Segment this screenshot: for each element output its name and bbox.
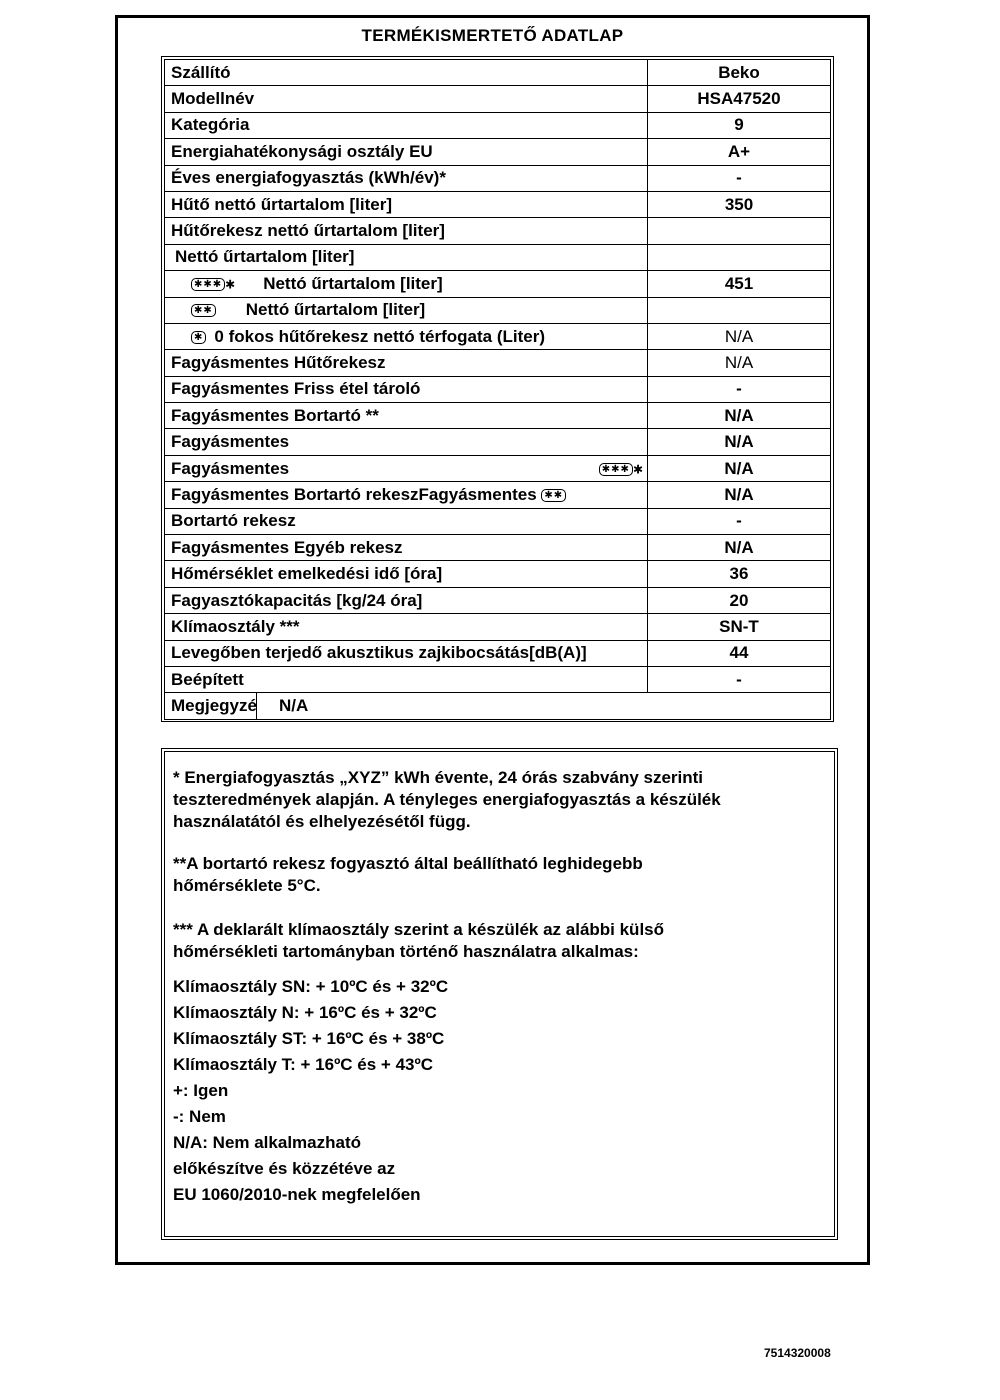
row-label: Éves energiafogyasztás (kWh/év)* [165,165,648,191]
row-label: Fagyásmentes [171,458,290,478]
table-row [165,323,831,349]
three-star-freezer-icon: ✱✱✱ [191,278,225,291]
row-label: Fagyásmentes Friss étel tároló [165,376,648,402]
row-label: Beépített [165,666,648,692]
table-row [165,244,831,270]
row-value: - [648,508,831,534]
row-label: Bortartó rekesz [165,508,648,534]
row-value [648,218,831,244]
row-value: N/A [648,350,831,376]
table-row [165,271,831,297]
legend-item: előkészítve és közzétéve az [173,1159,396,1178]
legend-item: -: Nem [173,1107,226,1126]
row-value: 350 [648,191,831,217]
row-value: HSA47520 [648,86,831,112]
climate-class-item: Klímaosztály SN: + 10ºC és + 32ºC [173,977,449,996]
table-row [165,350,831,376]
footnote-energy-line: teszteredmények alapján. A tényleges energiafogyasztás a készülék [173,790,721,809]
row-label: Hűtőrekesz nettó űrtartalom [liter] [165,218,648,244]
note-value: N/A [279,696,309,716]
table-row [165,376,831,402]
row-label: Levegőben terjedő akusztikus zajkibocsátás[dB(A)] [165,640,648,666]
row-label: Fagyásmentes Hűtőrekesz [165,350,648,376]
table-row [165,640,831,666]
footnotes-box [161,748,838,1240]
row-value: Beko [648,60,831,86]
row-value [648,297,831,323]
note-label: Megjegyzé [171,696,257,716]
one-star-compartment-icon: ✱ [191,331,206,344]
table-row [165,60,831,86]
table-row [165,429,831,455]
table-row [165,535,831,561]
table-row [165,587,831,613]
row-label: Klímaosztály *** [165,614,648,640]
row-value: A+ [648,139,831,165]
row-value: N/A [648,403,831,429]
table-row [165,86,831,112]
legend-item: +: Igen [173,1081,229,1100]
row-value: N/A [648,482,831,508]
row-label: Modellnév [165,86,648,112]
row-value [648,244,831,270]
row-value: N/A [648,323,831,349]
row-label: Kategória [165,112,648,138]
table-row [165,112,831,138]
row-value: - [648,666,831,692]
row-label: Hőmérséklet emelkedési idő [óra] [165,561,648,587]
row-value: - [648,376,831,402]
footnote-climate-line: *** A deklarált klímaosztály szerint a készülék az alábbi külső [173,920,665,939]
row-label-cell [165,271,648,297]
climate-class-item: Klímaosztály N: + 16ºC és + 32ºC [173,1003,437,1022]
row-label-cell [165,297,648,323]
table-row [165,403,831,429]
row-value: N/A [648,535,831,561]
table-row [165,191,831,217]
legend-item: EU 1060/2010-nek megfelelően [173,1185,421,1204]
table-row [165,139,831,165]
row-label: Fagyásmentes Egyéb rekesz [165,535,648,561]
table-row [165,561,831,587]
three-star-freezer-icon: ✱✱✱ [599,463,633,476]
footnote-climate-line: hőmérsékleti tartományban történő használatra alkalmas: [173,942,639,961]
spec-table-wrapper [161,56,834,722]
row-value: 20 [648,587,831,613]
table-row [165,297,831,323]
table-row [165,614,831,640]
row-value: 451 [648,271,831,297]
table-row [165,508,831,534]
spec-table [164,59,831,720]
document-frame [115,15,870,1265]
climate-class-list [173,974,834,1078]
row-label-cell [165,323,648,349]
footnote-wine-line: **A bortartó rekesz fogyasztó által beállítható leghidegebb [173,854,643,873]
row-label: Nettó űrtartalom [liter] [245,300,426,320]
legend-item: N/A: Nem alkalmazható [173,1133,361,1152]
table-row [165,165,831,191]
table-row [165,482,831,508]
extra-star-icon: ✱ [632,462,643,477]
footnote-energy-line: * Energiafogyasztás „XYZ” kWh évente, 24 órás szabvány szerinti [173,768,704,787]
two-star-compartment-icon: ✱✱ [541,489,566,502]
row-label-cell [165,455,648,481]
row-value: 36 [648,561,831,587]
footnote-energy-line: használatától és elhelyezésétől függ. [173,812,471,831]
row-label: Szállító [165,60,648,86]
row-label: Fagyásmentes Bortartó rekeszFagyásmentes [171,484,537,504]
climate-class-item: Klímaosztály ST: + 16ºC és + 38ºC [173,1029,445,1048]
row-value: N/A [648,429,831,455]
climate-class-item: Klímaosztály T: + 16ºC és + 43ºC [173,1055,433,1074]
row-label: Nettó űrtartalom [liter] [165,244,648,270]
row-value: - [648,165,831,191]
table-row [165,218,831,244]
row-label-cell [165,482,648,508]
document-title: TERMÉKISMERTETŐ ADATLAP [361,26,624,45]
row-value: 9 [648,112,831,138]
document-code: 7514320008 [764,1346,831,1360]
row-label: Fagyásmentes Bortartó ** [165,403,648,429]
row-label: Nettó űrtartalom [liter] [263,273,443,293]
two-star-compartment-icon: ✱✱ [191,304,216,317]
row-label: Fagyasztókapacitás [kg/24 óra] [165,587,648,613]
row-label: Fagyásmentes [165,429,648,455]
footnotes-content [164,751,835,1237]
row-label: 0 fokos hűtőrekesz nettó térfogata (Liter) [214,326,545,346]
row-value: N/A [648,455,831,481]
note-cell [165,693,831,719]
row-value: SN-T [648,614,831,640]
extra-star-icon: ✱ [225,277,236,292]
footnote-wine-line: hőmérséklete 5°C. [173,876,321,895]
row-label: Energiahatékonysági osztály EU [165,139,648,165]
table-row [165,666,831,692]
legend-list [173,1078,834,1208]
table-row [165,455,831,481]
row-value: 44 [648,640,831,666]
note-row [165,693,831,719]
row-label: Hűtő nettó űrtartalom [liter] [165,191,648,217]
note-divider [256,693,257,718]
